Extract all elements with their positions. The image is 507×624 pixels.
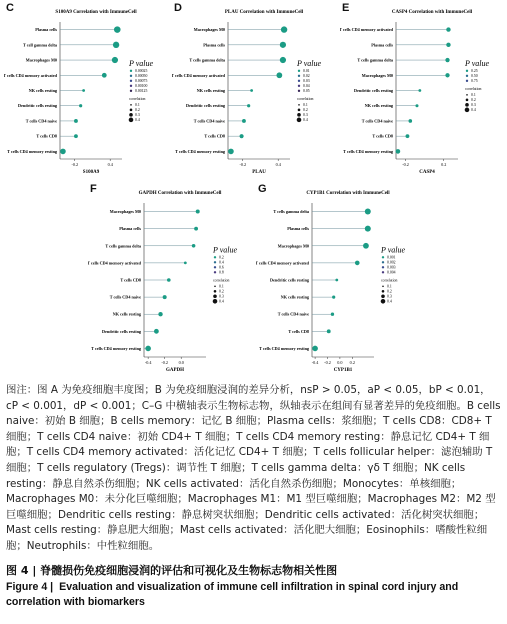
x-tick-label: -0.4: [311, 360, 319, 365]
category-label: NK cells resting: [364, 103, 393, 109]
lollipop-point: [113, 42, 119, 48]
legend-pvalue-swatch: [298, 75, 300, 77]
category-label: Macrophages M0: [109, 209, 141, 215]
lollipop-point: [167, 278, 171, 282]
category-label: Dendritic cells resting: [18, 103, 57, 109]
category-label: NK cells resting: [280, 294, 309, 300]
x-tick-label: -0.4: [144, 360, 152, 365]
category-label: Plasma cells: [371, 42, 393, 48]
legend-correlation-label: 0.2: [135, 108, 140, 113]
lollipop-point: [247, 104, 250, 107]
legend-correlation-title: correlation: [213, 278, 230, 283]
x-tick-label: -0.2: [324, 360, 331, 365]
legend-correlation-label: 0.3: [303, 113, 308, 118]
legend-title: P value: [381, 245, 406, 255]
legend-correlation-swatch: [129, 113, 133, 117]
category-label: T cells CD4 memory resting: [91, 345, 141, 351]
panel-F: [88, 183, 254, 375]
legend-pvalue-swatch: [382, 266, 384, 268]
lollipop-point: [276, 72, 282, 78]
category-label: T cells CD4 naive: [277, 311, 309, 317]
category-label: T cells CD8: [204, 133, 225, 139]
lollipop-point: [228, 149, 234, 155]
lollipop-point: [363, 243, 369, 249]
category-label: T cells CD4 memory resting: [259, 345, 309, 351]
legend-pvalue-label: 0.25: [471, 69, 478, 74]
category-label: T cells gamma delta: [273, 209, 309, 215]
category-label: Dendritic cells resting: [270, 277, 309, 283]
category-label: T cells gamma delta: [189, 57, 225, 63]
category-label: T cells CD4 memory resting: [7, 148, 57, 154]
figure-caption: 图注：图 A 为免疫细胞丰度图；B 为免疫细胞浸润的差异分析，nsP > 0.05，aP < 0.05，bP < 0.01，cP < 0.001，dP < 0.001；C–G 中横轴表示生物标志物，纵轴表示在组间有显著差异的免疫细胞。B cells naive：初始 B 细胞；B cells memory：记忆 B 细胞；Plasma cells：浆细胞；T cells CD8：CD8+ T 细胞；T cells CD4 naive：初始 CD4+ T 细胞；T cells CD4 memory resting：静息记忆 CD4+ T 细胞；T cells CD4 memory activated：活化记忆 CD4+ T 细胞；T cells follicular helper：滤泡辅助 T 细胞；T cells regulatory (Tregs)：调节性 T 细胞；T cells gamma delta：γδ T 细胞；NK cells resting：静息自然杀伤细胞；NK cells activated：活化自然杀伤细胞；Monocytes：单核细胞；Macrophages M0：未分化巨噬细胞；Macrophages M1：M1 型巨噬细胞；Macrophages M2：M2 型巨噬细胞；Dendritic cells resting：静息树突状细胞；Dendritic cells activated：活化树突状细胞；Mast cells resting：静息肥大细胞；Mast cells activated：活化肥大细胞；Eosinophils：嗜酸性粒细胞；Neutrophils：中性粒细胞。: [6, 384, 501, 552]
lollipop-point: [74, 134, 78, 138]
legend-correlation-title: correlation: [129, 96, 146, 101]
category-label: T cells CD4 naive: [109, 294, 141, 300]
category-label: Dendritic cells resting: [354, 88, 393, 93]
legend-correlation-swatch: [214, 285, 216, 287]
category-label: NK cells resting: [112, 311, 141, 317]
category-label: NK cells resting: [28, 88, 57, 93]
legend-correlation-swatch: [381, 299, 386, 304]
figure-title-cn: 图 4 | 脊髓损伤免疫细胞浸润的评估和可视化及生物标志物相关性图: [6, 564, 338, 577]
category-label: T cells CD4 naive: [361, 118, 393, 124]
panel-C: [4, 2, 170, 177]
panel-D: [172, 2, 338, 177]
legend-pvalue-label: 0.00025: [135, 69, 148, 74]
panel-letter: E: [342, 2, 350, 14]
x-axis-label: GAPDH: [165, 368, 185, 373]
lollipop-point: [102, 73, 107, 78]
legend-pvalue-swatch: [298, 70, 300, 72]
figure-title-text: Evaluation and visualization of immune cell infiltration in spinal cord injury and correlation with biomarkers: [6, 581, 459, 608]
lollipop-point: [82, 89, 85, 92]
legend-correlation-label: 0.4: [219, 299, 224, 304]
lollipop-point: [242, 119, 246, 123]
legend-correlation-label: 0.4: [303, 118, 308, 123]
legend-pvalue-swatch: [298, 85, 300, 87]
legend-correlation-label: 0.3: [135, 113, 140, 118]
legend-correlation-swatch: [465, 103, 469, 107]
category-label: Dendritic cells resting: [102, 328, 141, 334]
legend-pvalue-swatch: [214, 271, 216, 273]
legend-correlation-label: 0.3: [219, 294, 224, 299]
legend-correlation-swatch: [213, 299, 218, 304]
legend-correlation-label: 0.1: [135, 103, 140, 108]
category-label: Plasma cells: [35, 27, 57, 33]
x-tick-label: -0.2: [71, 162, 79, 167]
legend-pvalue-swatch: [466, 70, 468, 72]
x-tick-label: 0.4: [275, 162, 281, 167]
legend-pvalue-swatch: [214, 266, 216, 268]
lollipop-point: [60, 149, 66, 155]
legend-pvalue-swatch: [130, 75, 132, 77]
legend-correlation-label: 0.3: [387, 294, 392, 299]
category-label: T cell gamma delta: [23, 42, 57, 48]
category-label: T cells CD4 naive: [193, 118, 225, 124]
category-label: T cells CD4 memory resting: [175, 148, 225, 154]
chart-title: S100A9 Correlation with ImmuneCell: [55, 10, 137, 15]
chart-title: CYP1B1 Correlation with ImmuneCell: [306, 191, 390, 196]
lollipop-point: [79, 104, 82, 107]
lollipop-point: [355, 261, 360, 266]
figure-title-en: [6, 580, 501, 610]
category-label: T cells CD8: [372, 133, 393, 139]
legend-correlation-label: 0.1: [219, 284, 224, 289]
legend-pvalue-label: 0.001: [387, 255, 396, 260]
legend-correlation-swatch: [381, 294, 385, 298]
legend-pvalue-label: 0.00075: [135, 79, 148, 84]
legend-correlation-label: 0.2: [219, 289, 224, 294]
legend-correlation-swatch: [382, 285, 384, 287]
legend-pvalue-swatch: [382, 256, 384, 258]
legend-correlation-label: 0.4: [471, 108, 476, 113]
legend-correlation-label: 0.1: [471, 93, 476, 98]
lollipop-point: [327, 329, 331, 333]
legend-pvalue-swatch: [298, 90, 300, 92]
legend-pvalue-swatch: [466, 80, 468, 82]
legend-correlation-swatch: [130, 104, 132, 106]
category-label: Macrophages M0: [193, 27, 225, 33]
lollipop-chart: [172, 2, 338, 177]
lollipop-chart: [88, 183, 254, 375]
x-tick-label: -0.2: [161, 360, 168, 365]
legend-correlation-label: 0.3: [471, 103, 476, 108]
legend-title: P value: [129, 58, 154, 68]
legend-pvalue-label: 0.003: [387, 265, 396, 270]
lollipop-point: [281, 26, 287, 32]
x-tick-label: 0.2: [441, 162, 447, 167]
category-label: Macrophages M0: [361, 72, 393, 78]
chart-title: GAPDH Correlation with ImmuneCell: [138, 191, 222, 196]
legend-pvalue-label: 0.8: [219, 270, 224, 275]
legend-correlation-swatch: [465, 108, 470, 113]
legend-correlation-label: 0.2: [471, 98, 476, 103]
legend-correlation-swatch: [129, 118, 134, 123]
legend-pvalue-label: 0.4: [219, 260, 224, 265]
lollipop-point: [74, 119, 78, 123]
lollipop-point: [365, 209, 371, 215]
lollipop-chart: [4, 2, 170, 177]
x-tick-label: 0.0: [178, 360, 184, 365]
category-label: Macrophages M0: [25, 57, 57, 63]
lollipop-point: [446, 43, 450, 47]
panel-G: [256, 183, 422, 375]
lollipop-point: [184, 261, 187, 264]
chart-title: CASP4 Correlation with ImmuneCell: [391, 10, 473, 15]
x-axis-label: S100A9: [82, 170, 100, 175]
legend-correlation-swatch: [297, 118, 302, 123]
chart-title: PLAU Correlation with ImmuneCell: [224, 10, 304, 15]
legend-pvalue-swatch: [130, 70, 132, 72]
x-axis-label: CYP1B1: [333, 368, 353, 373]
legend-correlation-swatch: [298, 109, 301, 112]
lollipop-point: [250, 89, 253, 92]
lollipop-point: [445, 58, 449, 62]
legend-correlation-swatch: [466, 99, 469, 102]
x-tick-label: 0.4: [107, 162, 113, 167]
legend-pvalue-swatch: [382, 261, 384, 263]
lollipop-point: [163, 295, 167, 299]
legend-pvalue-swatch: [298, 80, 300, 82]
lollipop-point: [415, 104, 418, 107]
lollipop-point: [335, 279, 338, 282]
legend-pvalue-label: 0.02: [303, 74, 310, 79]
legend-correlation-label: 0.2: [303, 108, 308, 113]
legend-correlation-swatch: [213, 294, 217, 298]
legend-pvalue-swatch: [382, 271, 384, 273]
category-label: T cells CD8: [120, 277, 141, 283]
category-label: Macrophages M0: [277, 243, 309, 249]
legend-correlation-swatch: [214, 290, 217, 293]
category-label: T cells CD4 memory activated: [172, 72, 225, 78]
lollipop-chart: [256, 183, 422, 375]
category-label: Plasma cells: [119, 226, 141, 232]
legend-pvalue-label: 0.002: [387, 260, 396, 265]
category-label: T cells CD4 memory activated: [4, 72, 57, 78]
category-label: T cells gamma delta: [357, 57, 393, 63]
lollipop-point: [240, 134, 244, 138]
legend-title: P value: [297, 58, 322, 68]
lollipop-point: [192, 244, 196, 248]
figure-label: Figure 4 |: [6, 581, 54, 593]
category-label: Dendritic cells resting: [186, 103, 225, 109]
x-tick-label: 0.0: [337, 360, 343, 365]
legend-correlation-swatch: [466, 94, 468, 96]
legend-correlation-swatch: [298, 104, 300, 106]
lollipop-point: [312, 346, 318, 352]
panel-letter: D: [174, 2, 182, 14]
lollipop-point: [406, 134, 410, 138]
lollipop-point: [112, 57, 118, 63]
legend-correlation-swatch: [297, 113, 301, 117]
legend-pvalue-label: 0.00100: [135, 84, 148, 89]
legend-pvalue-label: 0.50: [471, 74, 478, 79]
lollipop-point: [396, 149, 401, 154]
legend-pvalue-label: 0.00050: [135, 74, 148, 79]
legend-pvalue-label: 0.00125: [135, 89, 148, 94]
category-label: Plasma cells: [287, 226, 309, 232]
panel-letter: C: [6, 2, 14, 14]
x-axis-label: PLAU: [252, 170, 266, 175]
lollipop-point: [280, 57, 286, 63]
panel-E: [340, 2, 506, 177]
legend-correlation-label: 0.1: [387, 284, 392, 289]
category-label: T cells gamma delta: [105, 243, 141, 249]
legend-correlation-title: correlation: [465, 86, 482, 91]
legend-title: P value: [213, 245, 238, 255]
legend-pvalue-label: 0.004: [387, 270, 396, 275]
lollipop-point: [446, 27, 450, 31]
lollipop-point: [154, 329, 159, 334]
category-label: T cells CD4 naive: [25, 118, 57, 124]
category-label: T cells CD4 memory resting: [343, 148, 393, 154]
x-tick-label: -0.2: [402, 162, 409, 167]
lollipop-point: [332, 296, 335, 299]
legend-pvalue-label: 0.03: [303, 79, 310, 84]
legend-correlation-title: correlation: [381, 278, 398, 283]
legend-correlation-label: 0.1: [303, 103, 308, 108]
category-label: T cells CD4 memory activated: [340, 27, 393, 33]
legend-correlation-label: 0.4: [387, 299, 392, 304]
legend-correlation-label: 0.2: [387, 289, 392, 294]
panel-letter: F: [90, 183, 97, 195]
category-label: Plasma cells: [203, 42, 225, 48]
legend-correlation-label: 0.4: [135, 118, 140, 123]
lollipop-point: [280, 42, 286, 48]
x-axis-label: CASP4: [419, 170, 435, 175]
lollipop-point: [114, 26, 121, 33]
panel-letter: G: [258, 183, 267, 195]
lollipop-point: [158, 312, 162, 316]
legend-pvalue-swatch: [130, 90, 132, 92]
x-tick-label: -0.2: [239, 162, 247, 167]
category-label: T cells CD8: [36, 133, 57, 139]
legend-pvalue-label: 0.2: [219, 255, 224, 260]
lollipop-point: [194, 227, 198, 231]
legend-pvalue-swatch: [214, 261, 216, 263]
legend-title: P value: [465, 58, 490, 68]
lollipop-point: [445, 73, 449, 77]
lollipop-point: [409, 119, 413, 123]
lollipop-point: [365, 226, 371, 232]
category-label: T cells CD4 memory activated: [256, 260, 309, 266]
lollipop-point: [418, 89, 421, 92]
legend-pvalue-swatch: [214, 256, 216, 258]
category-label: T cells CD4 memory activated: [88, 260, 141, 266]
legend-correlation-swatch: [382, 290, 385, 293]
lollipop-point: [331, 313, 334, 316]
lollipop-chart: [340, 2, 506, 177]
legend-pvalue-swatch: [130, 85, 132, 87]
legend-pvalue-label: 0.75: [471, 79, 478, 84]
legend-pvalue-label: 0.6: [219, 265, 224, 270]
legend-correlation-title: correlation: [297, 96, 314, 101]
legend-pvalue-label: 0.04: [303, 84, 310, 89]
category-label: T cells CD8: [288, 328, 309, 334]
legend-pvalue-label: 0.01: [303, 69, 310, 74]
lollipop-point: [196, 210, 200, 214]
legend-correlation-swatch: [130, 109, 133, 112]
lollipop-point: [145, 346, 151, 352]
legend-pvalue-label: 0.05: [303, 89, 310, 94]
legend-pvalue-swatch: [130, 80, 132, 82]
legend-pvalue-swatch: [466, 75, 468, 77]
category-label: NK cells resting: [196, 88, 225, 93]
x-tick-label: 0.2: [349, 360, 355, 365]
